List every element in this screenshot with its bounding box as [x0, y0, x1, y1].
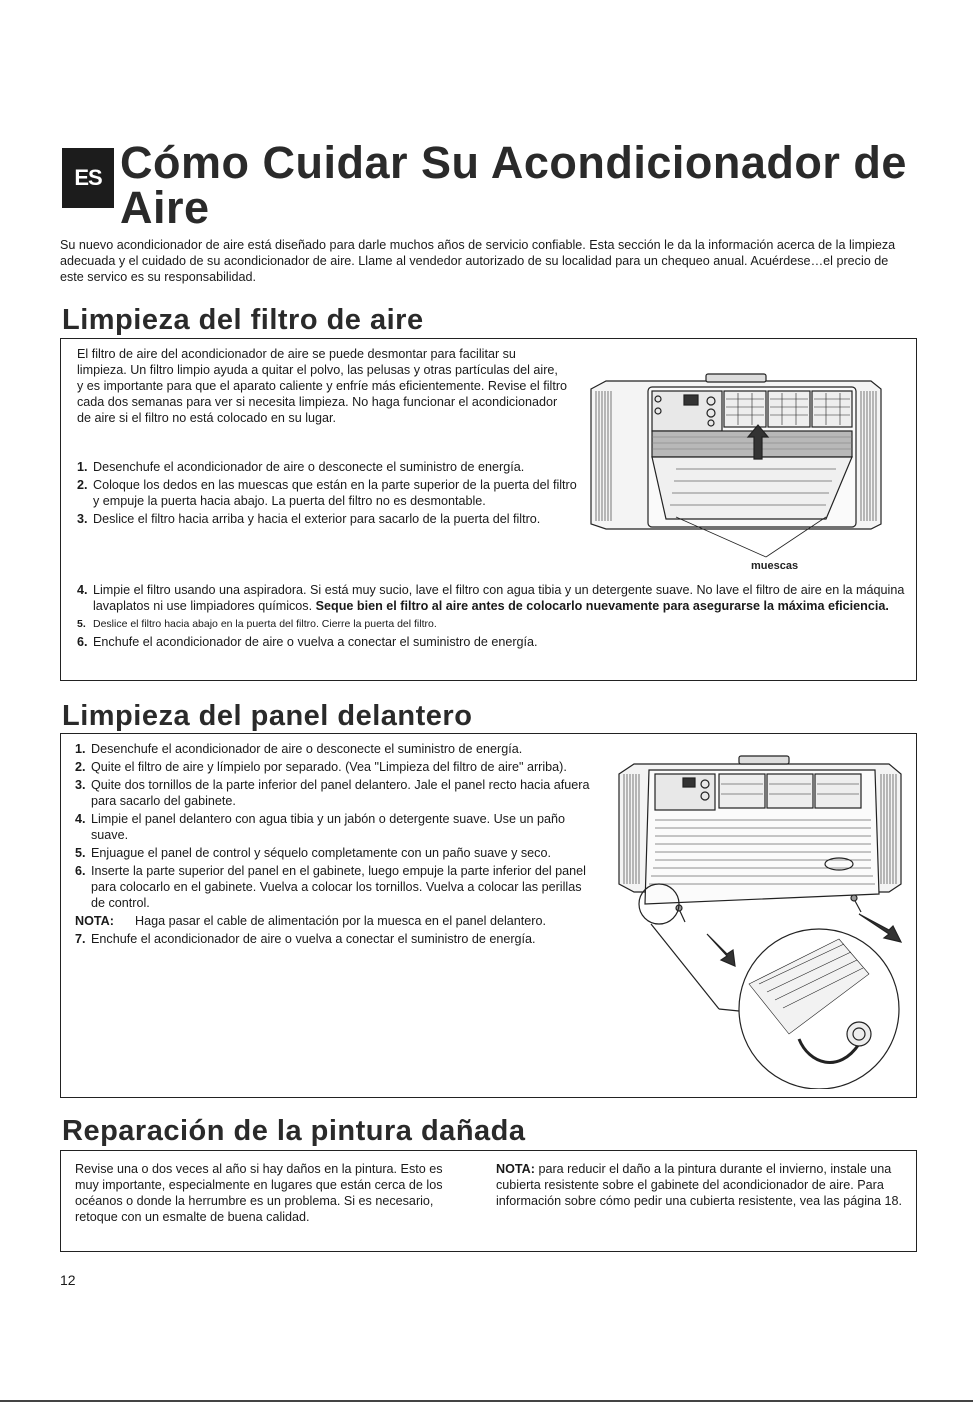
- page-number: 12: [60, 1272, 76, 1288]
- paint-note: NOTA: para reducir el daño a la pintura durante el invierno, instale una cubierta resistente sobre el gabinete del acondicionador de aire. Para información sobre cómo pedir una cubierta resistente, vea las página 18.: [496, 1162, 903, 1208]
- filter-removal-illustration: [586, 369, 886, 584]
- paint-left-text: Revise una o dos veces al año si hay daños en la pintura. Esto es muy importante, especialmente en lugares que están cerca de los océanos o donde la herrumbre es un problema. Si es necesario, retoque con un esmalte de buena calidad.: [75, 1162, 443, 1224]
- bottom-rule: [0, 1400, 973, 1402]
- filter-step: 6. Enchufe el acondicionador de aire o vuelva a conectar el suministro de energía.: [77, 635, 538, 649]
- panel-step: 2. Quite el filtro de aire y límpielo por separado. (Vea "Limpieza del filtro de aire" arriba).: [75, 760, 567, 774]
- panel-note: NOTA: Haga pasar el cable de alimentación por la muesca en el panel delantero.: [75, 914, 546, 928]
- page-title-line2: Aire: [120, 182, 210, 233]
- panel-step: 5. Enjuague el panel de control y séquelo completamente con un paño suave y seco.: [75, 846, 551, 860]
- panel-step: 4. Limpie el panel delantero con agua tibia y un jabón o detergente suave. Use un paño suave.: [75, 812, 566, 842]
- filter-intro: El filtro de aire del acondicionador de aire se puede desmontar para facilitar su limpieza. Un filtro limpio ayuda a quitar el polvo, las pelusas y otras partículas del aire, y es importante para que el aparato caliente y enfríe más eficientemente. Revise el filtro cada dos semanas para ver si necesita limpieza. No haga funcionar el acondicionador de aire si el filtro no está colocado en su lugar.: [77, 347, 568, 425]
- front-panel-illustration: [609, 744, 909, 1089]
- filter-step: 1. Desenchufe el acondicionador de aire o desconecte el suministro de energía.: [77, 460, 525, 474]
- filter-step: 2. Coloque los dedos en las muescas que están en la parte superior de la puerta del filtro y empuje la puerta hacia abajo. La puerta del filtro no es desmontable.: [77, 478, 577, 508]
- filter-steps-upper: [77, 459, 577, 529]
- paint-section-box: [60, 1150, 917, 1252]
- panel-section-title: Limpieza del panel delantero: [62, 700, 473, 732]
- page-title-line1: Cómo Cuidar Su Acondicionador de: [120, 137, 907, 188]
- filter-step: 3. Deslice el filtro hacia arriba y hacia el exterior para sacarlo de la puerta del filtro.: [77, 512, 541, 526]
- filter-section-box: [60, 338, 917, 681]
- panel-step: 7. Enchufe el acondicionador de aire o vuelva a conectar el suministro de energía.: [75, 932, 536, 946]
- language-badge: ES: [62, 148, 114, 208]
- panel-steps: [75, 741, 590, 949]
- panel-section-box: [60, 733, 917, 1098]
- panel-step: 6. Inserte la parte superior del panel en el gabinete, luego empuje la parte inferior del panel para colocarlo en el gabinete. Vuelva a colocar los tornillos. Vuelva a colocar las perillas de control.: [75, 864, 586, 910]
- filter-intro-wrap: [77, 346, 567, 426]
- panel-step: 3. Quite dos tornillos de la parte inferior del panel delantero. Jale el panel recto hacia afuera para sacarlo del gabinete.: [75, 778, 590, 808]
- panel-step: 1. Desenchufe el acondicionador de aire o desconecte el suministro de energía.: [75, 742, 523, 756]
- filter-step: 5. Deslice el filtro hacia abajo en la puerta del filtro. Cierre la puerta del filtro.: [77, 618, 437, 630]
- filter-section-title: Limpieza del filtro de aire: [62, 304, 424, 336]
- intro-paragraph: Su nuevo acondicionador de aire está diseñado para darle muchos años de servicio confiable. Esta sección le da la información acerca de la limpieza adecuada y el cuidado de su acondicionador de aire. Llame al vendedor autorizado de su localidad para un chequeo anual. Acuérdese…el precio de este servico es su responsabilidad.: [60, 238, 896, 284]
- paint-section-title: Reparación de la pintura dañada: [62, 1115, 526, 1147]
- filter-step: 4. Limpie el filtro usando una aspiradora. Si está muy sucio, lave el filtro con agua tibia y un detergente suave. No lave el filtro de aire en la máquina lavaplatos ni use limpiadores químicos. Seque bien el filtro al aire antes de colocarlo nuevamente para asegurarse la máxima eficiencia.: [77, 583, 905, 613]
- page-title: [120, 137, 907, 233]
- muescas-label: muescas: [751, 560, 799, 572]
- filter-steps-lower: [77, 582, 907, 652]
